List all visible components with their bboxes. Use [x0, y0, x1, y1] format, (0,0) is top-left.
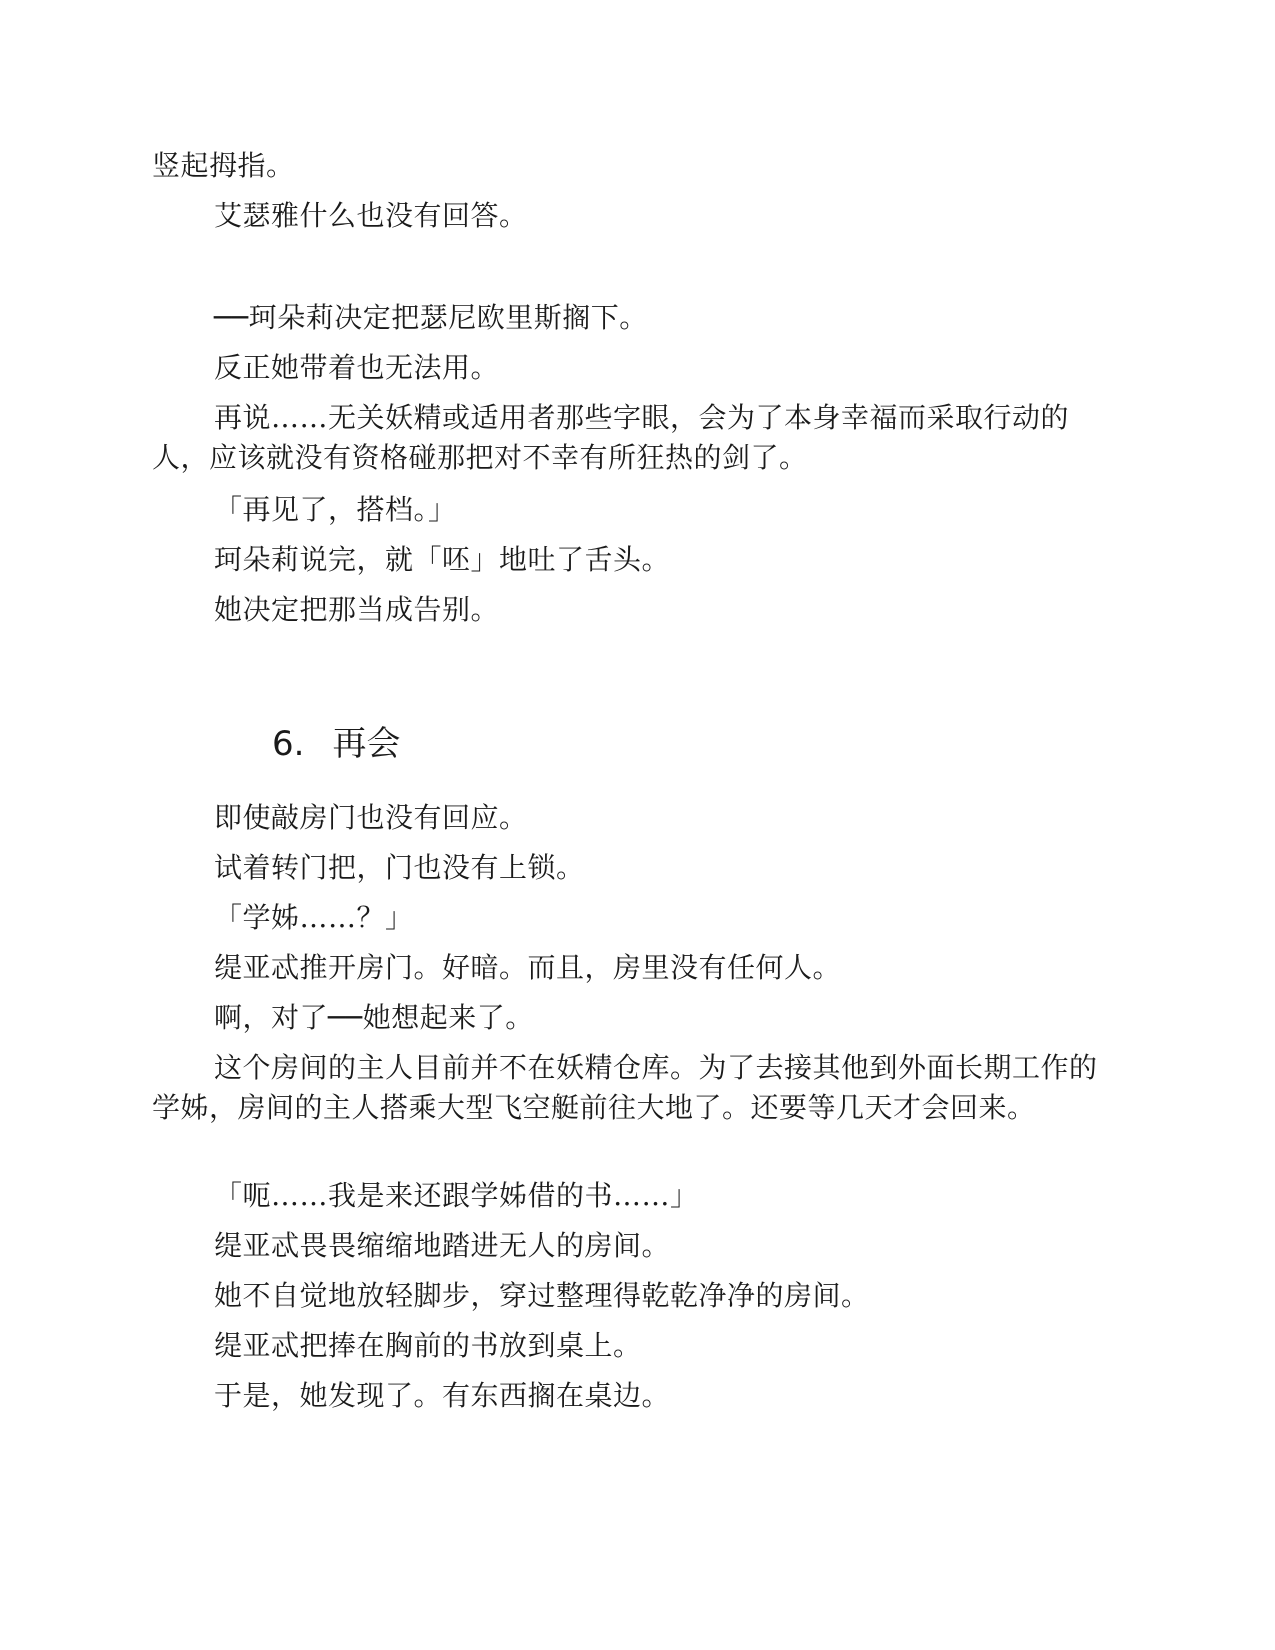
paragraph: 即使敲房门也没有回应。	[214, 801, 528, 834]
paragraph: 艾瑟雅什么也没有回答。	[214, 199, 528, 232]
section-heading	[272, 722, 400, 766]
paragraph: 珂朵莉说完，就「呸」地吐了舌头。	[214, 543, 671, 576]
section-number: 6.	[272, 724, 305, 764]
section-title: 再会	[332, 724, 401, 764]
paragraph: 缇亚忒把捧在胸前的书放到桌上。	[214, 1329, 642, 1362]
paragraph: 「学姊……？」	[214, 901, 414, 934]
paragraph: 竖起拇指。	[152, 149, 295, 182]
paragraph: 她决定把那当成告别。	[214, 593, 500, 626]
paragraph: 再说……无关妖精或适用者那些字眼，会为了本身幸福而采取行动的人，应该就没有资格碰那把对不幸有所狂热的剑了。	[152, 401, 1070, 474]
paragraph: 缇亚忒推开房门。好暗。而且，房里没有任何人。	[214, 951, 842, 984]
paragraph: 试着转门把，门也没有上锁。	[214, 851, 585, 884]
paragraph: 于是，她发现了。有东西搁在桌边。	[214, 1379, 671, 1412]
paragraph: ──珂朵莉决定把瑟尼欧里斯搁下。	[214, 301, 648, 334]
paragraph: 她不自觉地放轻脚步，穿过整理得乾乾净净的房间。	[214, 1279, 870, 1312]
paragraph: 「呃……我是来还跟学姊借的书……」	[214, 1179, 699, 1212]
paragraph: 啊，对了──她想起来了。	[214, 1001, 534, 1034]
paragraph: 反正她带着也无法用。	[214, 351, 500, 384]
paragraph: 这个房间的主人目前并不在妖精仓库。为了去接其他到外面长期工作的学姊，房间的主人搭乘大型飞空艇前往大地了。还要等几天才会回来。	[152, 1051, 1098, 1124]
paragraph: 缇亚忒畏畏缩缩地踏进无人的房间。	[214, 1229, 671, 1262]
paragraph: 「再见了，搭档。」	[214, 493, 457, 526]
